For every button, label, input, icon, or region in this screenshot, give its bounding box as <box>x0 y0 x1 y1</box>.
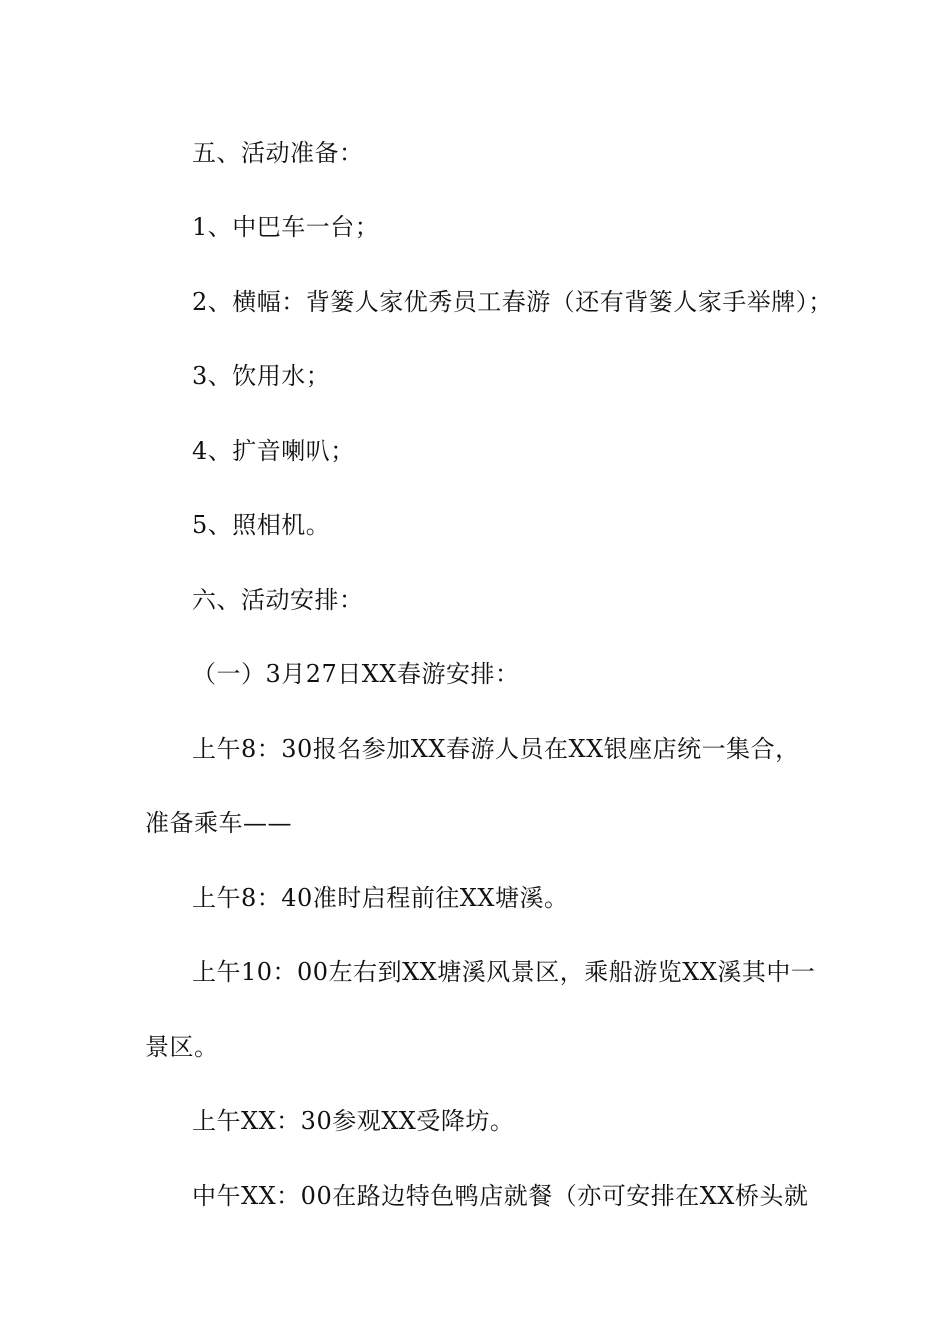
paragraph-line: 景区。 <box>145 1033 219 1061</box>
section-heading-schedule: 六、活动安排： <box>192 586 364 614</box>
paragraph-line: 准备乘车—— <box>145 809 292 837</box>
subheading-march-27: （一）3月27日XX春游安排： <box>192 660 520 688</box>
paragraph-line: 上午8：40准时启程前往XX塘溪。 <box>192 884 569 912</box>
paragraph-line: 上午8：30报名参加XX春游人员在XX银座店统一集合， <box>192 735 800 763</box>
paragraph-line: 上午10：00左右到XX塘溪风景区，乘船游览XX溪其中一 <box>192 958 816 986</box>
section-heading-preparation: 五、活动准备： <box>192 139 364 167</box>
list-item-bus: 1、中巴车一台； <box>192 213 380 241</box>
list-item-camera: 5、照相机。 <box>192 511 331 539</box>
paragraph-line: 上午XX：30参观XX受降坊。 <box>192 1107 515 1135</box>
list-item-water: 3、饮用水； <box>192 362 331 390</box>
list-item-banner: 2、横幅：背篓人家优秀员工春游（还有背篓人家手举牌）； <box>192 288 833 316</box>
paragraph-line: 中午XX：00在路边特色鸭店就餐（亦可安排在XX桥头就 <box>192 1182 809 1210</box>
list-item-loudspeaker: 4、扩音喇叭； <box>192 437 355 465</box>
